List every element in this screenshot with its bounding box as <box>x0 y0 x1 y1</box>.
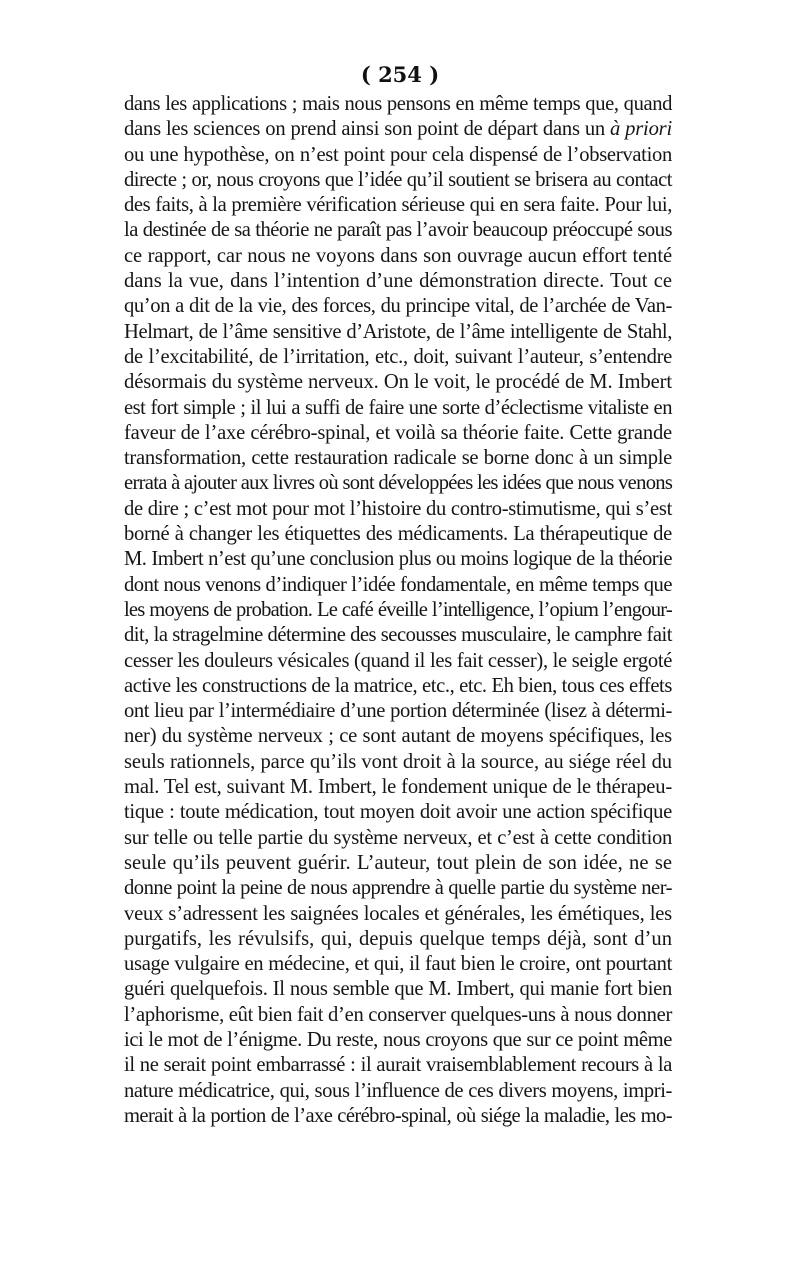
text-line: dans les sciences on prend ainsi son point de départ dans un à priori <box>124 118 672 141</box>
page-number: ( 254 ) <box>360 62 440 87</box>
text-line: il ne serait point embarrassé : il aurait vraisemblablement recours à la <box>124 1054 672 1077</box>
text-line: cesser les douleurs vésicales (quand il les fait cesser), le seigle ergoté <box>124 649 673 672</box>
text-line: l’aphorisme, eût bien fait d’en conserver quelques-uns à nous donner <box>124 1003 673 1026</box>
text-line: transformation, cette restauration radicale se borne donc à un simple <box>124 447 672 470</box>
text-line: dans les applications ; mais nous pensons en même temps que, quand <box>124 93 672 115</box>
text-line: les moyens de probation. Le café éveille l’intelligence, l’opium l’engour- <box>124 598 672 621</box>
text-line: donne point la peine de nous apprendre à quelle partie du système ner- <box>124 877 672 900</box>
text-line: veux s’adressent les saignées locales et générales, les émétiques, les <box>124 902 672 925</box>
text-line: qu’on a dit de la vie, des forces, du principe vital, de l’archée de Van- <box>124 295 672 318</box>
text-line: ici le mot de l’énigme. Du reste, nous croyons que sur ce point même <box>124 1028 672 1051</box>
text-line: faveur de l’axe cérébro-spinal, et voilà sa théorie faite. Cette grande <box>124 421 672 444</box>
text-line: M. Imbert n’est qu’une conclusion plus ou moins logique de la théorie <box>124 548 672 571</box>
text-line: purgatifs, les révulsifs, qui, depuis quelque temps déjà, sont d’un <box>124 927 672 950</box>
text-line: usage vulgaire en médecine, et qui, il faut bien le croire, ont pourtant <box>124 953 672 976</box>
text-line: est fort simple ; il lui a suffi de faire une sorte d’éclectisme vitaliste en <box>124 396 672 419</box>
text-line: borné à changer les étiquettes des médicaments. La thérapeutique de <box>124 523 672 546</box>
text-line: active les constructions de la matrice, etc., etc. Eh bien, tous ces effets <box>124 674 672 697</box>
text-line: seuls rationnels, parce qu’ils vont droit à la source, au siége réel du <box>124 750 672 773</box>
text-line: seule qu’ils peuvent guérir. L’auteur, tout plein de son idée, ne se <box>124 851 672 874</box>
text-line: dit, la stragelmine détermine des secousses musculaire, le camphre fait <box>124 624 672 647</box>
text-line: ou une hypothèse, on n’est point pour cela dispensé de l’observation <box>124 143 672 166</box>
text-line: des faits, à la première vérification sérieuse qui en sera faite. Pour lui, <box>124 194 672 217</box>
text-line: errata à ajouter aux livres où sont développées les idées que nous venons <box>124 472 673 495</box>
text-line: la destinée de sa théorie ne paraît pas l’avoir beaucoup préoccupé sous <box>124 219 672 242</box>
text-line: nature médicatrice, qui, sous l’influence de ces divers moyens, impri- <box>124 1079 672 1102</box>
text-line: ner) du système nerveux ; ce sont autant de moyens spécifiques, les <box>124 725 672 748</box>
text-line: mal. Tel est, suivant M. Imbert, le fondement unique de le thérapeu- <box>124 776 672 799</box>
text-line: ont lieu par l’intermédiaire d’une portion déterminée (lisez à détermi- <box>124 700 672 723</box>
text-line: de l’excitabilité, de l’irritation, etc., doit, suivant l’auteur, s’entendre <box>124 345 672 368</box>
text-line: merait à la portion de l’axe cérébro-spinal, où siége la maladie, les mo- <box>124 1104 672 1127</box>
text-line: guéri quelquefois. Il nous semble que M. Imbert, qui manie fort bien <box>124 978 672 1001</box>
text-line: Helmart, de l’âme sensitive d’Aristote, de l’âme intelligente de Stahl, <box>124 320 672 343</box>
body-text <box>124 92 672 1129</box>
text-line: désormais du système nerveux. On le voit, le procédé de M. Imbert <box>124 371 672 394</box>
text-line: dans la vue, dans l’intention d’une démonstration directe. Tout ce <box>124 270 672 293</box>
text-line: directe ; or, nous croyons que l’idée qu’il soutient se brisera au contact <box>124 168 672 191</box>
text-line: sur telle ou telle partie du système nerveux, et c’est à cette condition <box>124 826 672 849</box>
text-line: dont nous venons d’indiquer l’idée fondamentale, en même temps que <box>124 573 672 596</box>
text-line: tique : toute médication, tout moyen doit avoir une action spécifique <box>124 801 672 824</box>
text-line: de dire ; c’est mot pour mot l’histoire du contro-stimutisme, qui s’est <box>124 497 672 520</box>
text-line: ce rapport, car nous ne voyons dans son ouvrage aucun effort tenté <box>124 244 672 267</box>
